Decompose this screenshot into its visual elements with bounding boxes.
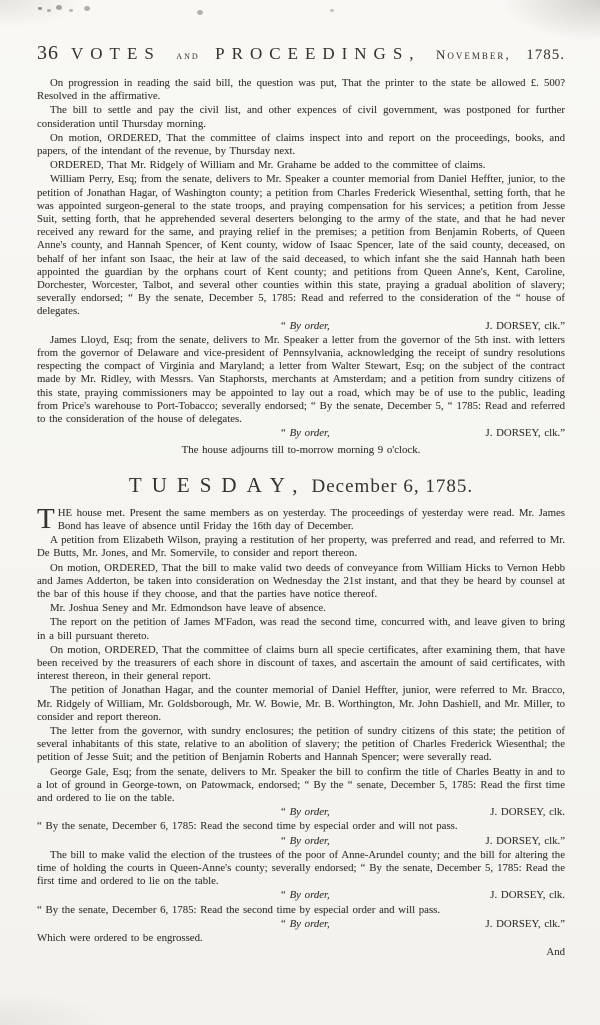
drop-cap: T (37, 502, 55, 535)
paragraph: Which were ordered to be engrossed. (37, 931, 203, 944)
day-name: TUESDAY, (128, 472, 308, 497)
page-number: 36 (37, 42, 59, 64)
paragraph: “ By the senate, December 6, 1785: Read the second time by especial order and will pass. (37, 903, 441, 916)
paragraph: Mr. Joshua Seney and Mr. Edmondson have leave of absence. (50, 602, 326, 615)
clerk-endorsement (37, 889, 565, 902)
by-order-label: “ By order, (279, 319, 330, 332)
day-date: December 6, 1785. (311, 475, 474, 497)
title-proceedings: PROCEEDINGS, (215, 44, 421, 63)
catchword: And (546, 946, 565, 959)
by-order-label: “ By order, (279, 427, 330, 440)
clerk-signature: J. DORSEY, clk.” (485, 319, 565, 332)
running-title (71, 44, 565, 64)
by-order-label: “ By order, (279, 834, 330, 847)
paragraph: “ By the senate, December 6, 1785: Read the second time by especial order and will not pass. (37, 820, 458, 833)
clerk-endorsement (37, 427, 565, 440)
paragraph: A petition from Elizabeth Wilson, praying a restitution of her property, was preferred and read, and referred to Mr. De Butts, Mr. Jones, and Mr. Somervile, to consider and report thereon. (37, 534, 565, 560)
tuesday-proceedings (37, 502, 565, 946)
clerk-endorsement (37, 918, 565, 931)
paragraph: The bill to settle and pay the civil list, and other expences of civil government, was postponed for further consideration until Thursday morning. (37, 104, 565, 130)
paragraph: On motion, ORDERED, That the bill to make valid two deeds of conveyance from William Hicks to Vernon Hebb and James Adderton, be taken into consideration on Wednesday the 21st instant, and that they be heard by counsel at the bar of this house if they choose, and that the parties have notice thereof. (37, 561, 565, 600)
paragraph (37, 502, 565, 535)
clerk-endorsement (37, 806, 565, 819)
page-header (37, 42, 565, 65)
adjournment-line: The house adjourns till to-morrow morning 9 o'clock. (181, 444, 421, 457)
day-heading (37, 473, 565, 498)
title-votes: VOTES (71, 44, 161, 63)
by-order-label: “ By order, (279, 917, 330, 930)
clerk-signature: J. DORSEY, clk.” (485, 427, 565, 440)
title-year: 1785. (526, 47, 565, 63)
clerk-signature: J. DORSEY, clk.” (485, 917, 565, 930)
monday-proceedings (37, 77, 565, 458)
by-order-label: “ By order, (279, 806, 330, 819)
title-month: November, (436, 47, 511, 62)
paragraph: James Lloyd, Esq; from the senate, delivers to Mr. Speaker a letter from the governor of the 5th inst. with letters from the governor of Delaware and vice-president of Pennsylvania, acknowledging the receipt of sundry resolutions respecting the compact of Virginia and Maryland; a letter from Walter Stewart, Esq; on the subject of the contract made by Mr. Ridley, with Messrs. Van Staphorsts, merchants at Amsterdam; and a petition from sundry citizens of this state, praying commissioners may be appointed to lay out a road, which may be of use to the public, leading from Price's warehouse to Port-Tobacco; severally endorsed; “ By the senate, December 5, “ 1785: Read and referred to the consideration of the house of delegates. (37, 333, 565, 426)
paragraph: George Gale, Esq; from the senate, delivers to Mr. Speaker the bill to confirm the title of Charles Beatty in and to a lot of ground in George-town, on Patowmack, endorsed; “ By the “ senate, December 5, 1785: Read the first time and ordered to lie on the table. (37, 765, 565, 804)
paragraph: The report on the petition of James M'Fadon, was read the second time, concurred with, and leave given to bring in a bill pursuant thereto. (37, 616, 565, 642)
paragraph: The petition of Jonathan Hagar, and the counter memorial of Daniel Heffter, junior, were referred to Mr. Bracco, Mr. Ridgely of William, Mr. Goldsborough, Mr. W. Bowie, Mr. B. Worthington, Mr. John Dashiell, and Mr. Miller, to consider and report thereon. (37, 684, 565, 723)
paragraph: The bill to make valid the election of the trustees of the poor of Anne-Arundel county; and the bill for altering the time of holding the courts in Queen-Anne's county; severally endorsed; “ By the senate, December 5, 1785: Read the first time and ordered to lie on the table. (37, 848, 565, 888)
clerk-signature: J. DORSEY, clk. (490, 889, 565, 902)
clerk-signature: J. DORSEY, clk. (490, 806, 565, 819)
paragraph: William Perry, Esq; from the senate, delivers to Mr. Speaker a counter memorial from Daniel Heffter, junior, to the petition of Jonathan Hagar, of Washington county; a petition from Charles Frederick Wiesenthal, setting forth, that he was appointed surgeon-general to the state troops, and praying compensation for his services; a petition from Jesse Suit, setting forth, that he apprehended several deserters belonging to the army of the state, and that he had never received any reward for the same, and praying relief in the premises; a petition from Benjamin Roberts, of Queen Anne's county, and Hannah Spencer, of Kent county, widow of Isaac Spencer, late of the said county, deceased, on behalf of her infant son Isaac, the heir at law of the said deceased, to which infant she the said Hannah hath been appointed the guardian by the orphans court of Kent county; and petitions from Queen Anne's, Kent, Caroline, Dorchester, Worcester, Talbot, and several other counties within this state, praying a gradual abolition of slavery; severally endorsed; “ By the senate, December 5, 1785: Read and referred to the consideration of the “ house of delegates. (37, 173, 565, 318)
title-and: and (176, 48, 200, 62)
paragraph: The letter from the governor, with sundry enclosures; the petition of sundry citizens of this state; the petition of several inhabitants of this state, relative to an abolition of slavery; the petition of Charles Frederick Wiesenthal; the petition of Jesse Suit; and the petition of Benjamin Roberts and Hannah Spencer; were severally read. (37, 724, 565, 764)
clerk-endorsement (37, 320, 565, 333)
paragraph: On motion, ORDERED, That the committee of claims burn all specie certificates, after examining them, that have been received by the treasurers of each shore in discount of taxes, and ascertain the amount of said certificates, with interest thereon, in their general report. (37, 643, 565, 683)
paragraph-text: HE house met. Present the same members as on yesterday. The proceedings of yesterday were read. Mr. James Bond has leave of absence until Friday the 16th day of December. (57, 506, 565, 532)
paragraph: ORDERED, That Mr. Ridgely of William and Mr. Grahame be added to the committee of claims. (50, 159, 486, 172)
paragraph: On progression in reading the said bill, the question was put, That the printer to the state be allowed £. 500? Resolved in the affirmative. (37, 77, 565, 103)
paragraph: On motion, ORDERED, That the committee of claims inspect into and report on the proceedings, books, and papers, of the intendant of the revenue, by Thursday next. (37, 131, 565, 158)
clerk-signature: J. DORSEY, clk.” (485, 834, 565, 847)
scan-artifact (38, 7, 42, 10)
by-order-label: “ By order, (279, 889, 330, 902)
clerk-endorsement (37, 835, 565, 848)
